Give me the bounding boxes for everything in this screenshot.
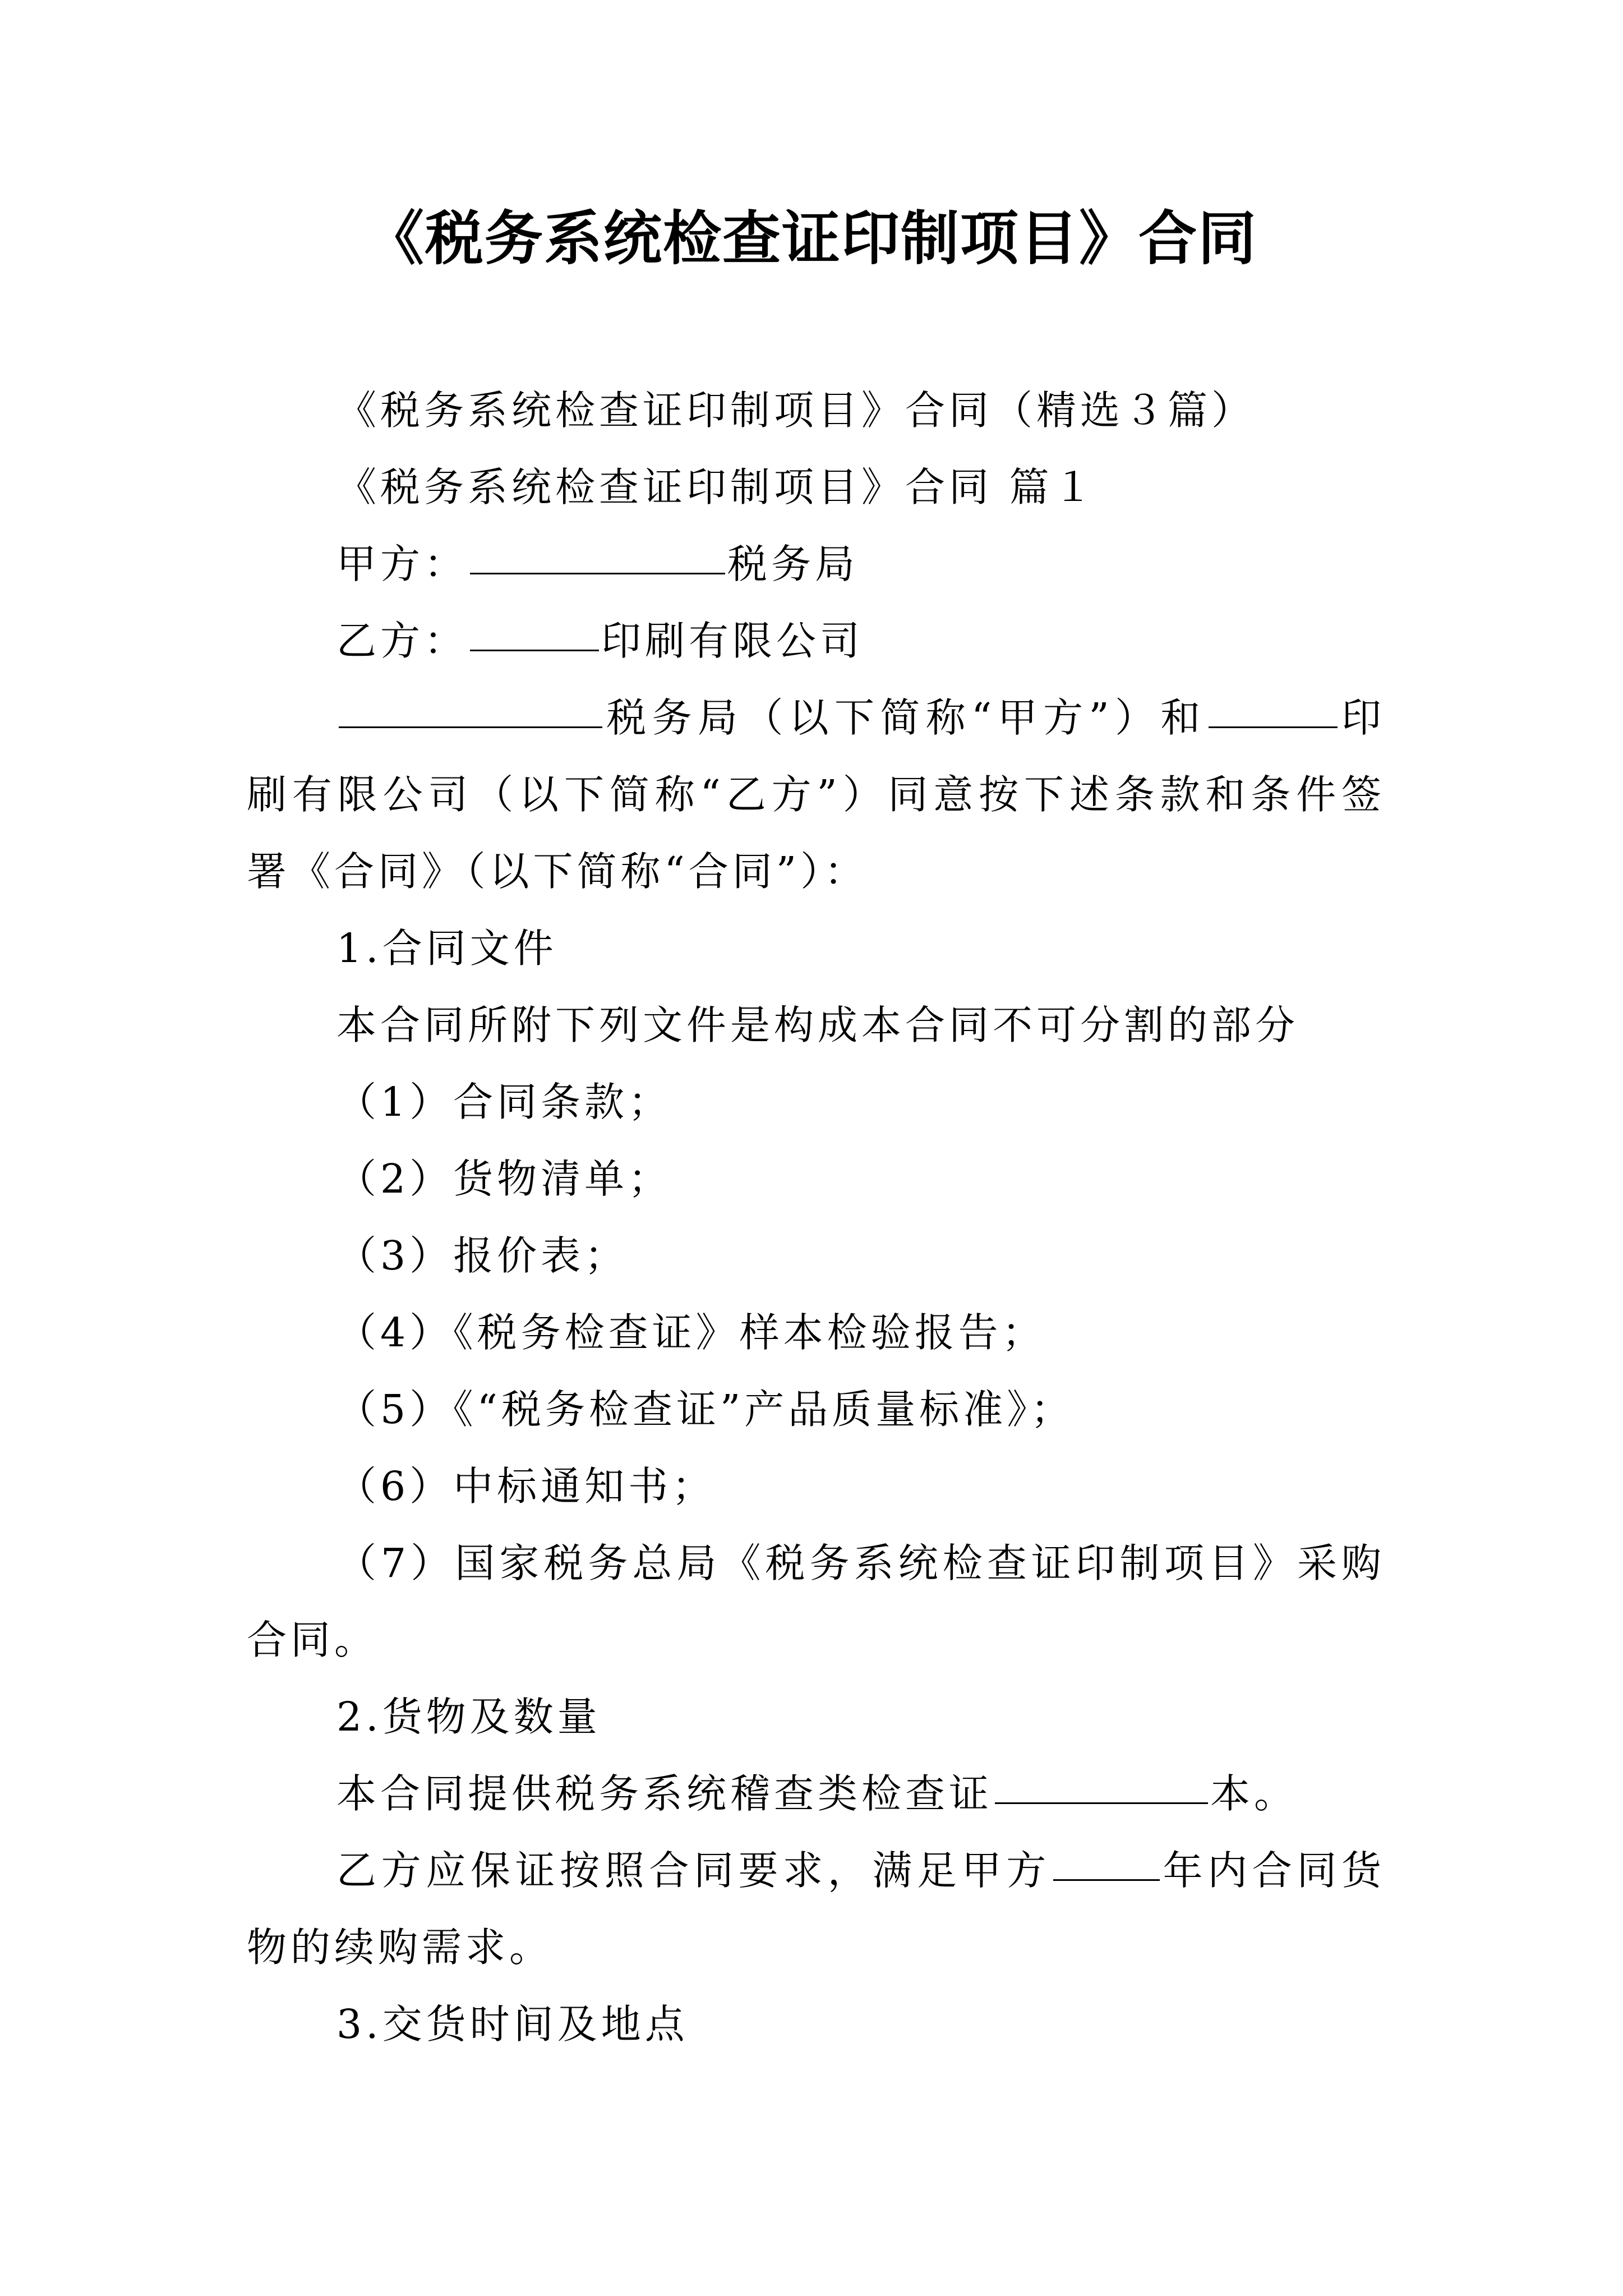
section1-item-5: （5）《“税务检查证”产品质量标准》； [336, 1386, 1075, 1433]
intro-blank-2 [1209, 689, 1338, 728]
party-a-label: 甲方： [336, 541, 468, 587]
section1-item-6: （6）中标通知书； [336, 1463, 716, 1510]
intro-part-2: 印刷有限公司（以下简称“乙方”）同意按下述条款和条件签署《合同》（以下简称“合同”）： [247, 694, 1385, 895]
party-a-line [247, 526, 1385, 602]
quantity-blank [995, 1765, 1208, 1804]
section2-line-2 [247, 1832, 1385, 1986]
section2-line-2-suffix: 年内合同货物的续购需求。 [247, 1847, 1385, 1971]
section1-item-4: （4）《税务检查证》样本检验报告； [336, 1309, 1046, 1356]
subtitle: 《税务系统检查证印制项目》合同（精选３篇） [336, 387, 1256, 434]
party-a-blank [470, 535, 725, 574]
section1-item-1: （1）合同条款； [336, 1079, 672, 1125]
intro-part-1: 税务局（以下简称“甲方”）和 [605, 694, 1206, 741]
intro-blank-1 [339, 689, 602, 728]
section1-heading: 1.合同文件 [336, 925, 557, 972]
section2-line-2-prefix: 乙方应保证按照合同要求，满足甲方 [336, 1847, 1051, 1894]
party-b-blank [470, 612, 599, 651]
party-b-line [247, 602, 1385, 679]
document-body [247, 372, 1385, 2063]
section1-item-3: （3）报价表； [336, 1232, 629, 1279]
section2-line-1 [247, 1755, 1385, 1832]
section2-heading: 2.货物及数量 [336, 1694, 601, 1740]
section1-item-2: （2）货物清单； [336, 1156, 672, 1202]
section2-line-1-suffix: 本。 [1210, 1770, 1298, 1817]
document-title: 《税务系统检查证印制项目》合同 [365, 204, 1257, 273]
years-blank [1053, 1842, 1160, 1881]
section2-line-1-prefix: 本合同提供税务系统稽查类检查证 [336, 1770, 993, 1817]
section3-heading: 3.交货时间及地点 [336, 2001, 689, 2047]
chapter-heading: 《税务系统检查证印制项目》合同 篇１ [336, 464, 1097, 510]
party-a-suffix: 税务局 [727, 541, 859, 587]
section1-item-7: （7）国家税务总局《税务系统检查证印制项目》采购合同。 [247, 1540, 1385, 1663]
intro-paragraph [247, 679, 1385, 910]
party-b-suffix: 印刷有限公司 [601, 618, 864, 664]
party-b-label: 乙方： [336, 618, 468, 664]
section1-lead: 本合同所附下列文件是构成本合同不可分割的部分 [336, 1002, 1299, 1048]
